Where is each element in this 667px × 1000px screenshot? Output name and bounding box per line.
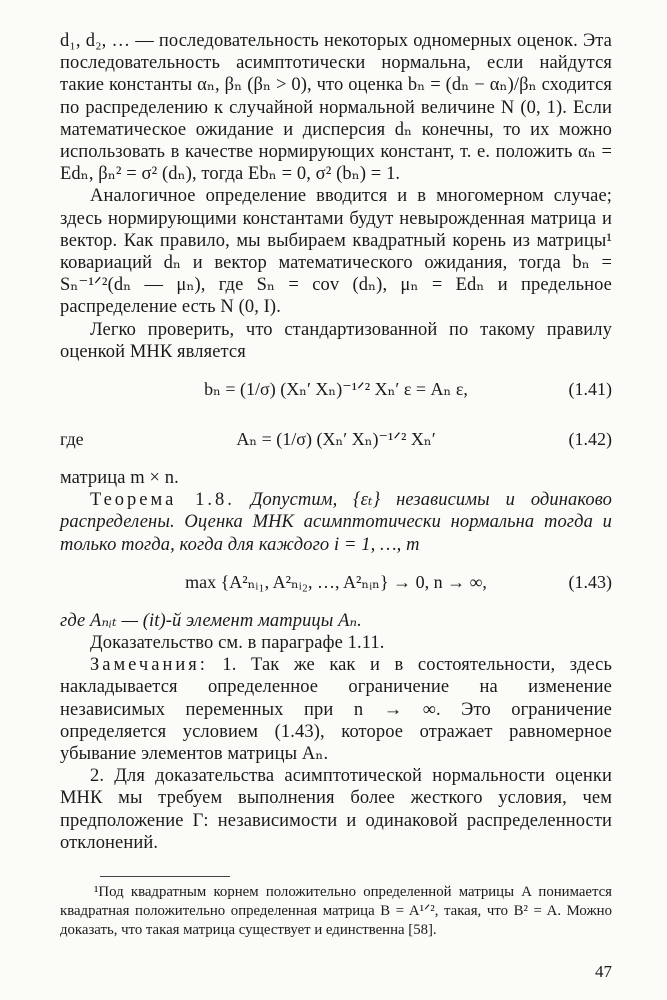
theorem-text: Допустим, {εₜ} независимы и одинаково распределены. Оценка МНК асимптотически нормальна тогда и только тогда, когда для каждого i = 1, …, m	[60, 490, 612, 555]
footnote-divider	[100, 876, 230, 877]
equation-1-43	[60, 562, 612, 606]
equation-1-41	[60, 369, 612, 413]
theorem-label: Теорема 1.8.	[90, 490, 235, 511]
equation-1-43-formula: max {A²ₙᵢ₁, A²ₙᵢ₂, …, A²ₙᵢₙ} → 0, n → ∞,	[185, 571, 487, 592]
where-equation-1-43: где Aₙᵢₜ — (it)-й элемент матрицы Aₙ.	[60, 610, 362, 631]
theorem-1-8	[60, 489, 612, 556]
after-equation-1-42: матрица m × n.	[60, 468, 179, 489]
proof-reference: Доказательство см. в параграфе 1.11.	[90, 633, 385, 654]
remark-2: 2. Для доказательства асимптотической нормальности оценки МНК мы требуем выполнения более жесткого условия, чем предположение Г: независимости и одинаковой распределенности отклонений.	[60, 766, 612, 853]
paragraph-1: d₁, d₂, … — последовательность некоторых одномерных оценок. Эта последовательность асимптотически нормальна, если найдутся такие константы αₙ, βₙ (βₙ > 0), что оценка bₙ = (dₙ − αₙ)/βₙ сходится по распределению к случайной нормальной величине N (0, 1). Если математическое ожидание и дисперсия dₙ конечны, то их можно использовать в качестве нормирующих констант, т. е. положить αₙ = Edₙ, βₙ² = σ² (dₙ), тогда Ebₙ = 0, σ² (bₙ) = 1.	[60, 31, 612, 185]
remark-label: Замечания:	[90, 655, 208, 676]
page-body	[60, 30, 612, 940]
equation-1-41-number: (1.41)	[568, 379, 612, 400]
equation-1-42-number: (1.42)	[568, 429, 612, 450]
equation-1-42-lead: где	[60, 429, 84, 450]
equation-1-41-formula: bₙ = (1/σ) (Xₙ′ Xₙ)⁻¹ᐟ² Xₙ′ ε = Aₙ ε,	[204, 379, 468, 400]
paragraph-2: Аналогичное определение вводится и в многомерном случае; здесь нормирующими константами будут невырожденная матрица и вектор. Как правило, мы выбираем квадратный корень из матрицы¹ ковариаций dₙ и вектор математического ожидания, тогда bₙ = Sₙ⁻¹ᐟ²(dₙ — μₙ), где Sₙ = cov (dₙ), μₙ = Edₙ и предельное распределение есть N (0, I).	[60, 186, 612, 318]
remark-1	[60, 654, 612, 765]
remark-1-text: 1. Так же как и в состоятельности, здесь накладывается определенное ограничение на изменение независимых переменных при n → ∞. Это ограничение определяется условием (1.43), которое отражает равномерное убывание элементов матрицы Aₙ.	[60, 655, 612, 765]
equation-1-43-number: (1.43)	[568, 571, 612, 592]
footnote: ¹Под квадратным корнем положительно определенной матрицы A понимается квадратная положительно определенная матрица B = A¹ᐟ², такая, что B² = A. Можно доказать, что такая матрица существует и единственна [58].	[60, 884, 612, 939]
page-number: 47	[595, 962, 612, 981]
equation-1-42-formula: Aₙ = (1/σ) (Xₙ′ Xₙ)⁻¹ᐟ² Xₙ′	[236, 429, 436, 450]
paragraph-3: Легко проверить, что стандартизованной по такому правилу оценкой МНК является	[60, 319, 612, 362]
equation-1-42	[60, 419, 612, 463]
